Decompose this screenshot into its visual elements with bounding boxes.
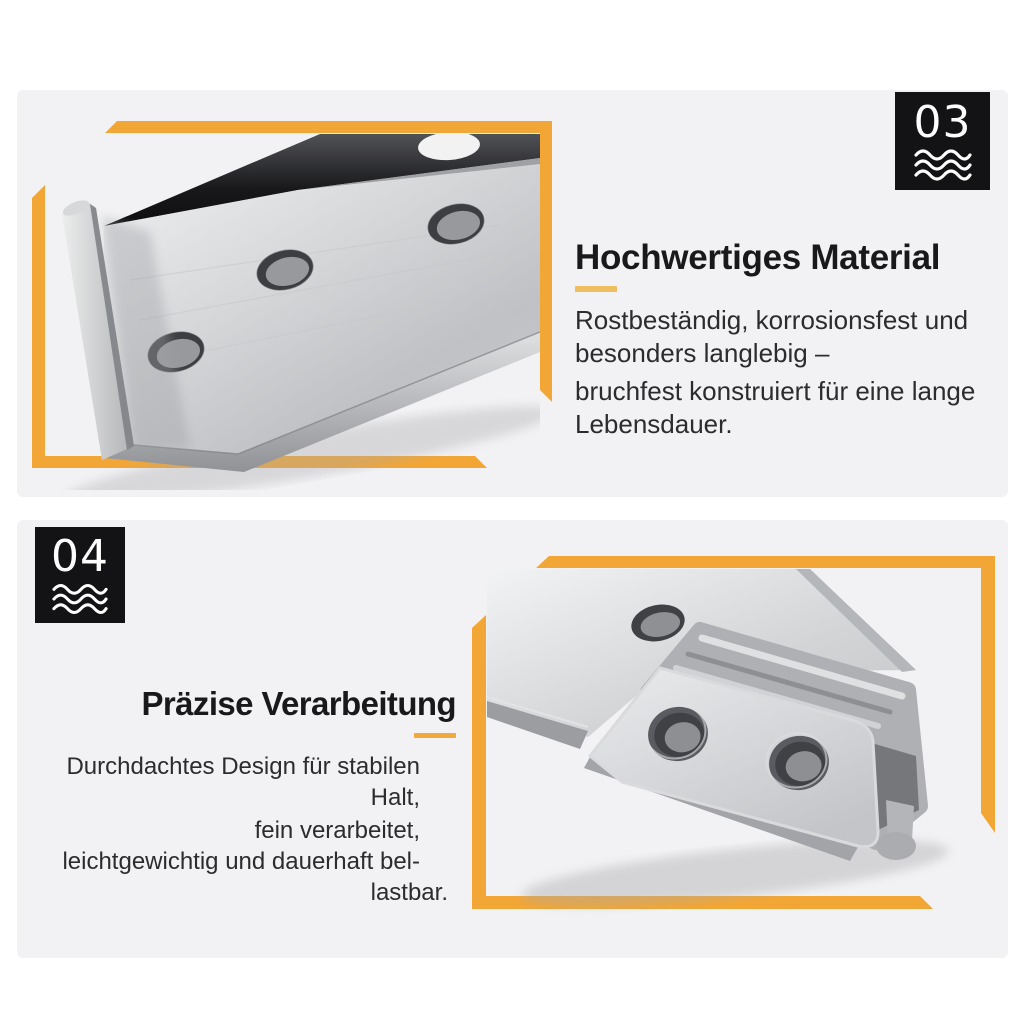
text-line: leichtgewichtig und dauerhaft bel-: [62, 847, 420, 875]
badge-03: [895, 92, 990, 190]
text-line: Durchdachtes Design für stabilen Halt,: [66, 752, 420, 811]
section-heading: Hochwertiges Material: [575, 238, 941, 277]
waves-icon: [52, 583, 108, 615]
text-line: bruchfest konstruiert für eine lange: [575, 376, 976, 407]
photo-corner-bracket: [22, 117, 545, 497]
body-paragraph: [30, 751, 456, 813]
badge-04: [35, 527, 125, 623]
back-plate-tip: [876, 832, 916, 860]
heading-underline: [575, 286, 617, 292]
badge-number: 04: [51, 531, 109, 582]
heading-underline: [414, 733, 456, 738]
section-04-text: [30, 686, 456, 908]
waves-icon: [914, 149, 972, 181]
body-paragraph: [30, 815, 456, 908]
text-line: Lebensdauer.: [575, 409, 733, 440]
section-03-text: [575, 238, 1015, 441]
photo-bracket-end: [472, 556, 1002, 936]
badge-number: 03: [913, 97, 972, 148]
text-line: fein verarbeitet,: [254, 816, 420, 844]
text-line: besonders langlebig –: [575, 338, 830, 369]
text-line: lastbar.: [370, 878, 448, 906]
text-line: Rostbeständig, korrosionsfest und: [575, 305, 969, 336]
body-paragraph: [575, 375, 1015, 441]
body-paragraph: [575, 304, 1015, 370]
section-heading: Präzise Verarbeitung: [141, 685, 456, 722]
